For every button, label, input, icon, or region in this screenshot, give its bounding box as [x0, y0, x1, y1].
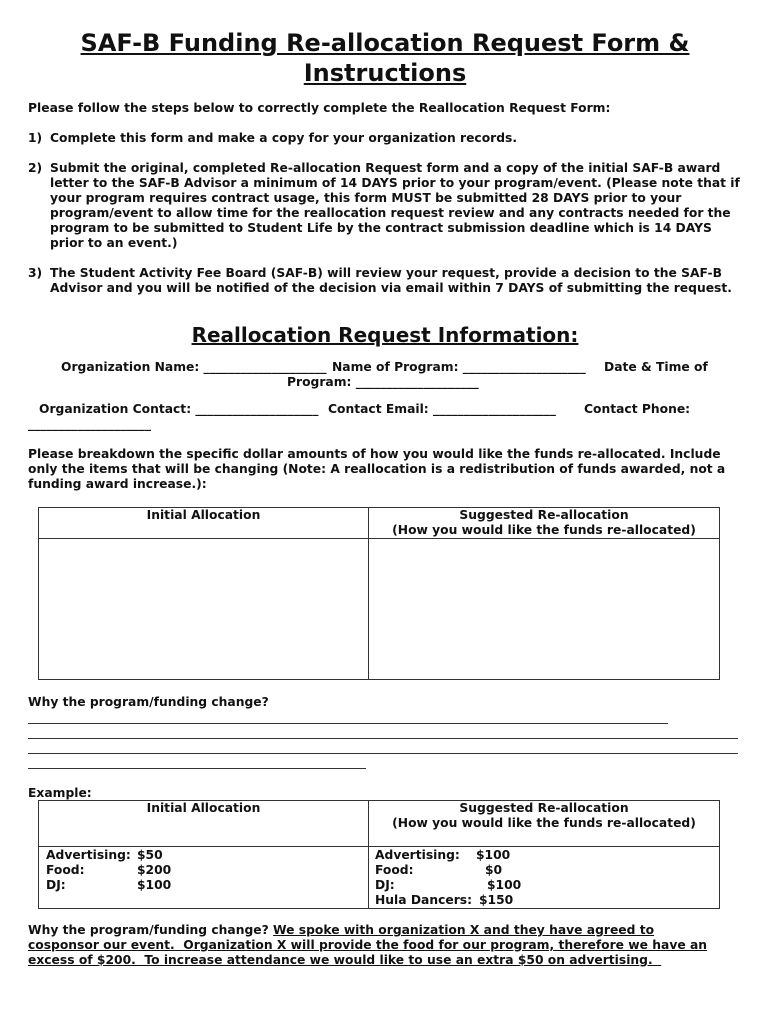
list-item	[46, 848, 368, 863]
item-amount: $50	[137, 848, 163, 862]
list-item	[375, 848, 719, 863]
item-name: Food:	[46, 863, 85, 877]
item-name: DJ:	[46, 878, 66, 892]
table-header-row	[39, 508, 720, 539]
item-name: Advertising:	[375, 848, 460, 862]
initial-allocation-cell[interactable]	[39, 539, 369, 680]
date-time-field[interactable]: Program: ____________________	[287, 375, 479, 389]
example-why-answer: We spoke with organization X and they have agreed to	[273, 923, 655, 937]
date-time-label: Date & Time of	[604, 360, 708, 374]
step-number: 2)	[28, 161, 43, 175]
example-table	[38, 800, 720, 909]
example-why	[28, 923, 758, 938]
initial-allocation-cell	[39, 847, 369, 909]
suggested-reallocation-header	[369, 801, 720, 847]
step-1	[28, 131, 743, 146]
contact-email-field[interactable]: Contact Email: ____________________	[328, 402, 556, 416]
suggested-reallocation-cell[interactable]	[369, 539, 720, 680]
list-item	[375, 878, 719, 893]
step-number: 1)	[28, 131, 43, 145]
answer-line[interactable]	[28, 738, 738, 739]
table-row	[39, 847, 720, 909]
contact-phone-label: Contact Phone:	[584, 402, 691, 416]
table-row	[39, 539, 720, 680]
answer-line[interactable]	[28, 753, 738, 754]
header-label: Initial Allocation	[146, 801, 261, 815]
why-label: Why the program/funding change?	[28, 695, 269, 709]
section-title: Reallocation Request Information:	[191, 323, 579, 347]
item-name: Advertising:	[46, 848, 131, 862]
list-item	[46, 878, 368, 893]
suggested-reallocation-header	[369, 508, 720, 539]
breakdown-instructions: Please breakdown the specific dollar amounts of how you would like the funds re-allocated. Include only the items that will be changing (Note: A reallocation is a redistribution of funds awarded, not a funding award increase.):	[28, 447, 726, 491]
step-2	[28, 161, 743, 251]
item-amount: $100	[476, 848, 511, 862]
page-title: SAF-B Funding Re-allocation Request Form & Instructions	[80, 29, 690, 87]
answer-line[interactable]	[28, 723, 668, 724]
example-why-label: Why the program/funding change?	[28, 923, 269, 937]
step-text: The Student Activity Fee Board (SAF-B) will review your request, provide a decision to the SAF-B Advisor and you will be notified of the decision via email within 7 DAYS of submitting the request.	[50, 266, 732, 295]
header-sublabel: (How you would like the funds re-allocated)	[392, 816, 696, 830]
item-name: DJ:	[375, 878, 395, 892]
step-number: 3)	[28, 266, 43, 280]
table-header-row	[39, 801, 720, 847]
item-amount: $100	[487, 878, 522, 892]
list-item	[375, 893, 719, 908]
item-name: Hula Dancers:	[375, 893, 473, 907]
item-amount: $200	[137, 863, 172, 877]
header-label: Suggested Re-allocation	[459, 801, 629, 815]
example-why-answer: cosponsor our event. Organization X will provide the food for our program, therefore we have an	[28, 938, 708, 952]
initial-allocation-header	[39, 508, 369, 539]
item-name: Food:	[375, 863, 414, 877]
program-name-field[interactable]: Name of Program: ____________________	[332, 360, 586, 374]
header-label: Initial Allocation	[146, 508, 261, 522]
suggested-reallocation-cell	[369, 847, 720, 909]
example-label: Example:	[28, 786, 92, 800]
list-item	[375, 863, 719, 878]
header-sublabel: (How you would like the funds re-allocated)	[392, 523, 696, 537]
item-amount: $100	[137, 878, 172, 892]
answer-line[interactable]	[28, 768, 366, 769]
org-contact-field[interactable]: Organization Contact: ____________________	[39, 402, 319, 416]
step-3	[28, 266, 743, 296]
item-amount: $0	[485, 863, 503, 877]
example-why-answer: excess of $200. To increase attendance we would like to use an extra $50 on advertising.	[28, 953, 662, 967]
header-label: Suggested Re-allocation	[459, 508, 629, 522]
step-text: Complete this form and make a copy for your organization records.	[50, 131, 517, 145]
item-amount: $150	[479, 893, 514, 907]
org-name-field[interactable]: Organization Name: ____________________	[61, 360, 327, 374]
contact-phone-field[interactable]: ____________________	[28, 417, 151, 431]
step-text: Submit the original, completed Re-allocation Request form and a copy of the initial SAF-B award letter to the SAF-B Advisor a minimum of 14 DAYS prior to your program/event. (Please note that if your program requires contract usage, this form MUST be submitted 28 DAYS prior to your program/event to allow time for the reallocation request review and any contracts needed for the program to be submitted to Student Life by the contract submission deadline which is 14 DAYS prior to an event.)	[50, 161, 740, 250]
intro-text: Please follow the steps below to correctly complete the Reallocation Request Form:	[28, 101, 611, 115]
list-item	[46, 863, 368, 878]
allocation-table	[38, 507, 720, 680]
initial-allocation-header	[39, 801, 369, 847]
